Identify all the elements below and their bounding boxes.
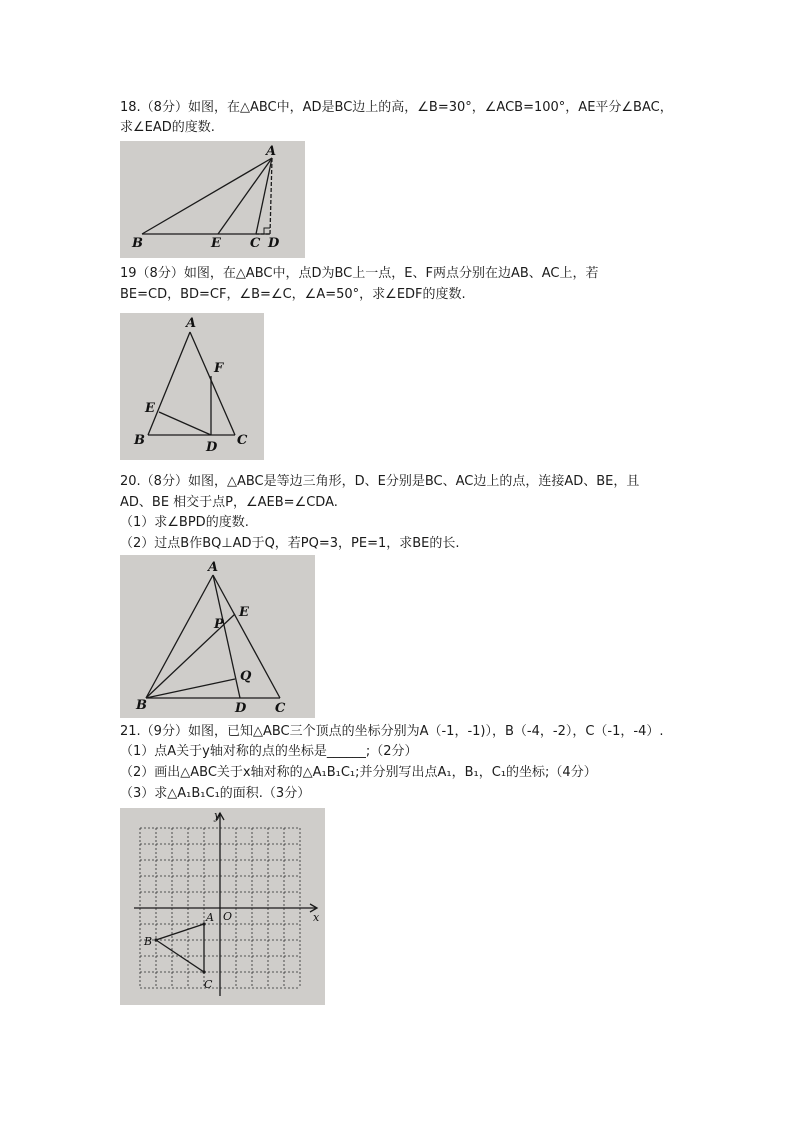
q21-text-line1: 21.（9分）如图，已知△ABC三个顶点的坐标分别为A（-1，-1)），B（-4，-2），C（-1，-4）. xyxy=(120,724,664,739)
q21-point-c xyxy=(202,970,205,973)
q20-label-p: P xyxy=(214,617,224,632)
q18-altitude-ad xyxy=(270,158,272,234)
q21-part2: （2）画出△ABC关于x轴对称的△A₁B₁C₁;并分别写出点A₁，B₁，C₁的坐标;（4分） xyxy=(120,765,597,780)
q21-label-o: O xyxy=(223,910,233,923)
q19-label-f: F xyxy=(214,361,224,376)
q19-figure xyxy=(120,313,264,460)
q18-triangle-diagram xyxy=(120,141,305,258)
q18-figure xyxy=(120,141,305,258)
q20-label-a: A xyxy=(208,560,219,575)
q20-segment-bq xyxy=(146,679,235,698)
q19-label-d: D xyxy=(206,440,218,455)
q20-figure xyxy=(120,555,315,718)
q19-segment-ed xyxy=(159,412,211,435)
q20-label-q: Q xyxy=(240,669,252,684)
q18-right-angle-mark xyxy=(264,228,270,234)
q21-label-x: x xyxy=(313,911,320,924)
q19-label-e: E xyxy=(145,401,155,416)
q18-text-line1: 18.（8分）如图，在△ABC中，AD是BC边上的高，∠B=30°，∠ACB=100°，AE平分∠BAC， xyxy=(120,100,673,115)
q21-point-b xyxy=(154,938,157,941)
q20-label-c: C xyxy=(275,701,286,716)
q19-text-line1: 19（8分）如图，在△ABC中，点D为BC上一点，E、F两点分别在边AB、AC上，若 xyxy=(120,266,599,281)
q18-label-d: D xyxy=(268,236,280,251)
q19-text-line2: BE=CD，BD=CF，∠B=∠C，∠A=50°，求∠EDF的度数. xyxy=(120,287,466,302)
q19-label-b: B xyxy=(134,433,145,448)
q20-label-d: D xyxy=(235,701,247,716)
q21-label-a: A xyxy=(206,911,214,924)
q21-part1: （1）点A关于y轴对称的点的坐标是______;（2分） xyxy=(120,744,418,759)
q19-triangle-diagram xyxy=(120,313,264,460)
q20-text-line2: AD、BE 相交于点P，∠AEB=∠CDA. xyxy=(120,495,338,510)
q21-label-y: y xyxy=(214,809,221,822)
q19-segment-ac xyxy=(190,332,235,435)
q18-text-line2: 求∠EAD的度数. xyxy=(120,120,215,135)
q19-label-a: A xyxy=(186,316,197,331)
q20-part2: （2）过点B作BQ⊥AD于Q，若PQ=3，PE=1，求BE的长. xyxy=(120,536,460,551)
q21-label-b: B xyxy=(144,935,153,948)
q19-label-c: C xyxy=(237,433,248,448)
q20-text-line1: 20.（8分）如图，△ABC是等边三角形，D、E分别是BC、AC边上的点，连接AD、BE，且 xyxy=(120,474,640,489)
q20-segment-ad xyxy=(213,575,240,698)
q20-label-b: B xyxy=(136,698,147,713)
q18-label-a: A xyxy=(266,144,277,159)
q18-label-b: B xyxy=(132,236,143,251)
q21-figure xyxy=(120,808,325,1005)
q21-part3: （3）求△A₁B₁C₁的面积.（3分） xyxy=(120,786,311,801)
q20-triangle-diagram xyxy=(120,555,315,718)
q18-label-e: E xyxy=(211,236,221,251)
q21-coordinate-grid xyxy=(120,808,325,1005)
q20-label-e: E xyxy=(239,605,249,620)
q21-label-c: C xyxy=(204,978,213,991)
q21-triangle-abc xyxy=(156,924,204,972)
q20-segment-ab xyxy=(146,575,213,698)
q19-segment-ab xyxy=(148,332,190,435)
q18-label-c: C xyxy=(250,236,261,251)
q18-segment-ab xyxy=(142,158,272,234)
q20-part1: （1）求∠BPD的度数. xyxy=(120,515,249,530)
